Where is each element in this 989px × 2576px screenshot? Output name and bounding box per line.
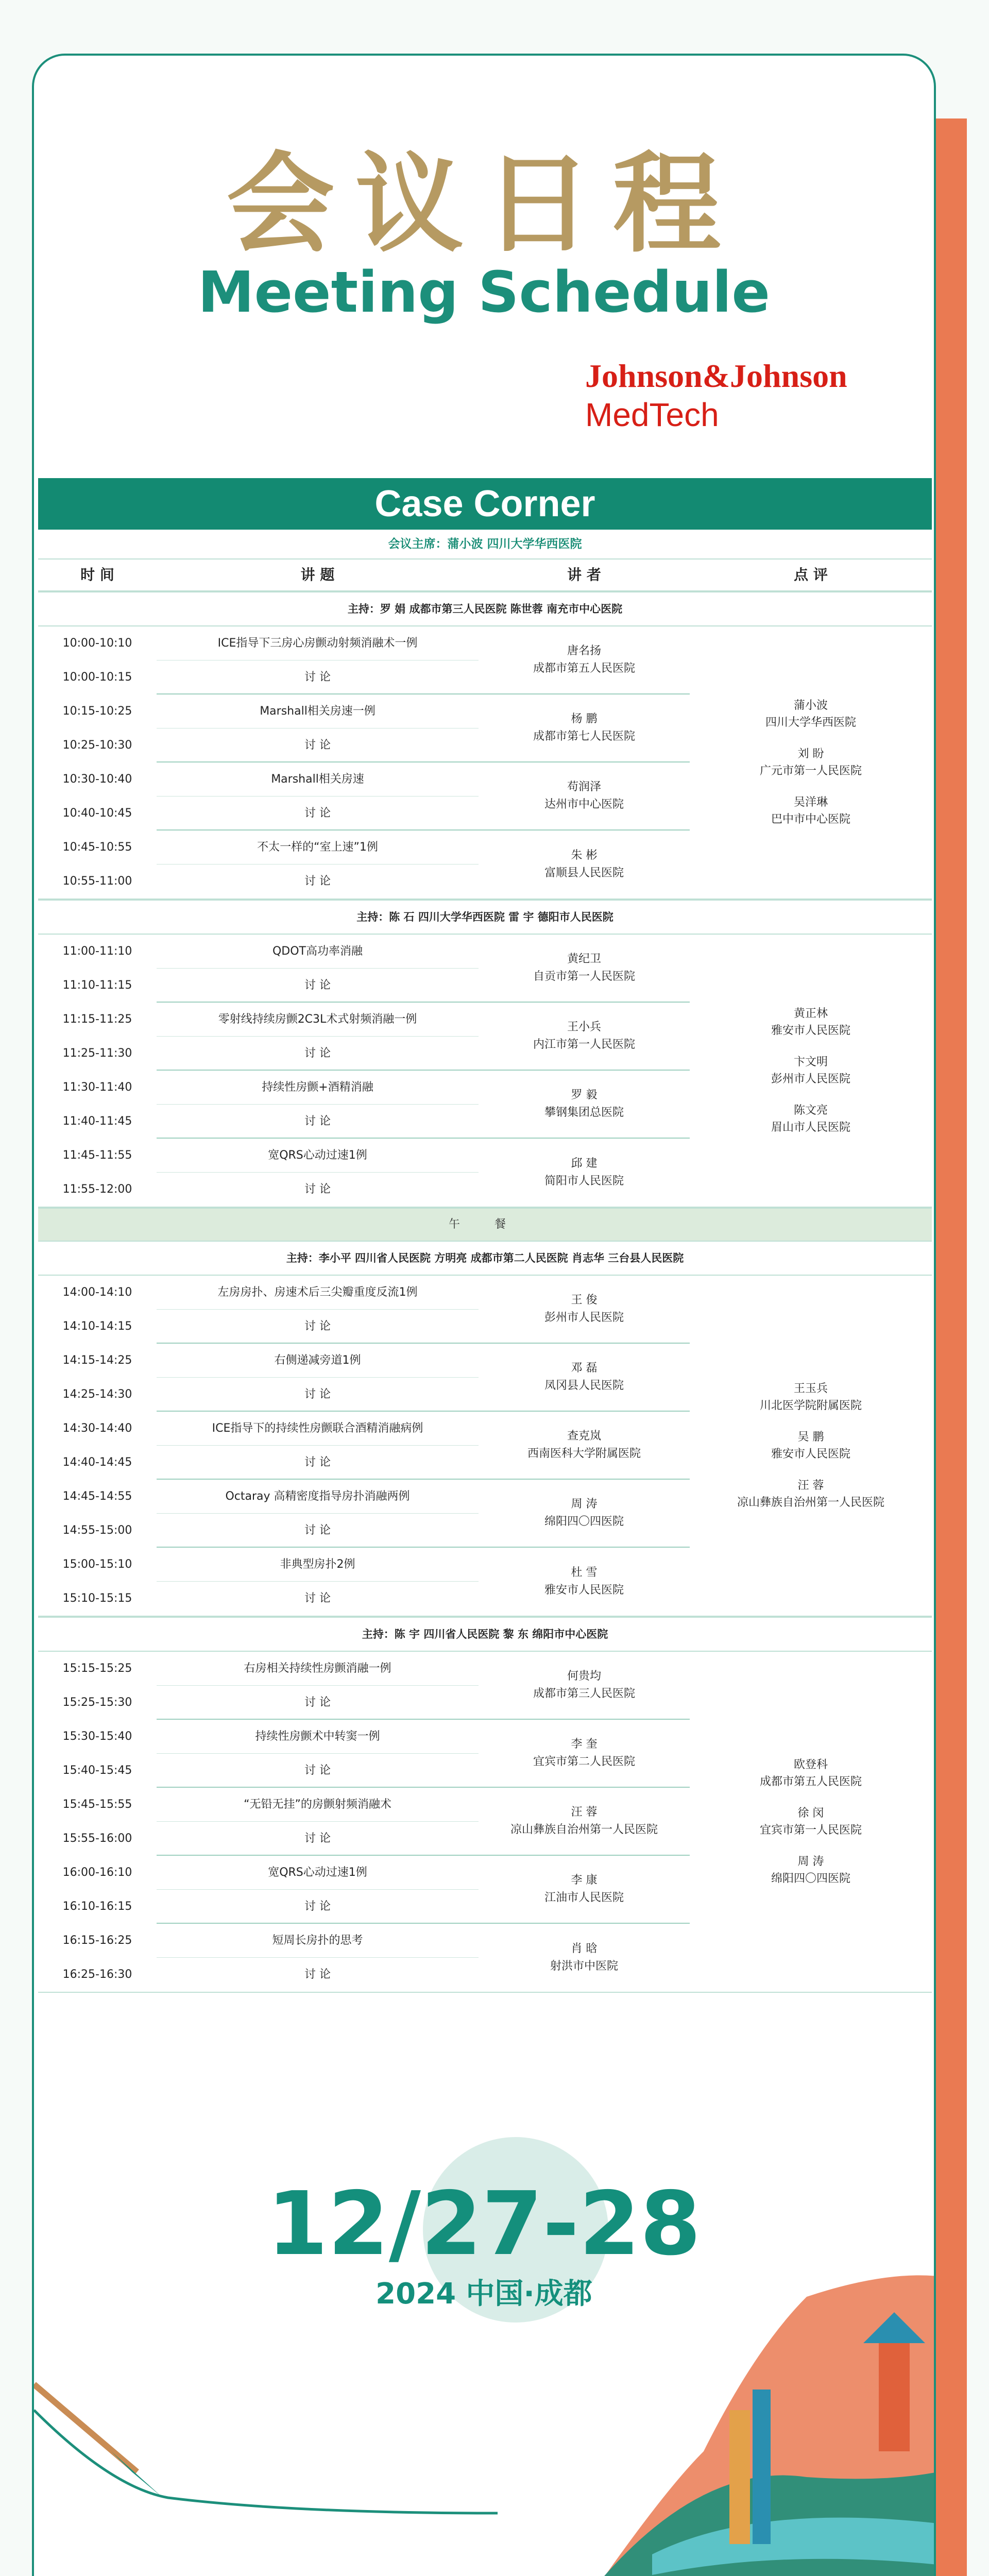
commentator-name: 汪 蓉 (797, 1479, 824, 1492)
row-time: 15:10-15:15 (62, 1592, 132, 1605)
header-topic: 讲 题 (300, 566, 335, 583)
commentator-entry (690, 1102, 932, 1136)
table-row (38, 1276, 479, 1310)
row-time: 10:15-10:25 (62, 705, 132, 718)
speaker-org: 成都市第五人民医院 (533, 662, 635, 675)
row-topic: 持续性房颤术中转窦一例 (157, 1720, 479, 1754)
commentator-org: 凉山彝族自治州第一人民医院 (737, 1496, 884, 1509)
session-block (38, 626, 932, 900)
row-time: 10:00-10:10 (62, 637, 132, 650)
row-topic: “无铅无挂”的房颤射频消融术 (157, 1788, 479, 1822)
speaker-cell (479, 1139, 690, 1207)
page-title-english: Meeting Schedule (197, 259, 770, 325)
speaker-name: 邱 建 (571, 1157, 598, 1170)
row-time: 14:40-14:45 (62, 1456, 132, 1469)
table-row (38, 831, 479, 865)
commentator-entry (690, 1005, 932, 1039)
header-comment: 点 评 (794, 566, 828, 583)
row-time: 16:10-16:15 (62, 1900, 132, 1913)
row-topic: 讨 论 (304, 1968, 331, 1981)
speaker-name: 何贵均 (567, 1670, 601, 1683)
commentator-name: 卞文明 (793, 1056, 828, 1069)
speaker-name: 罗 毅 (571, 1089, 598, 1101)
row-time: 11:40-11:45 (62, 1115, 132, 1128)
speaker-cell (479, 1548, 690, 1616)
table-row (38, 762, 479, 796)
speaker-name: 苟润泽 (567, 781, 601, 793)
landscape-illustration (34, 2142, 936, 2576)
commentator-entry (690, 1756, 932, 1790)
speaker-cell (479, 1788, 690, 1856)
table-row (38, 796, 479, 831)
commentator-org: 四川大学华西医院 (765, 716, 856, 729)
speaker-org: 攀钢集团总医院 (544, 1106, 624, 1119)
row-time: 11:15-11:25 (62, 1013, 132, 1026)
table-row (38, 1788, 479, 1822)
row-time: 11:00-11:10 (62, 945, 132, 958)
row-topic: 讨 论 (157, 1754, 479, 1788)
row-time: 15:45-15:55 (62, 1798, 132, 1811)
speaker-name: 王 俊 (571, 1294, 598, 1307)
session-speakers-column (479, 1276, 690, 1616)
row-topic: ICE指导下的持续性房颤联合酒精消融病例 (157, 1412, 479, 1446)
speaker-org: 富顺县人民医院 (544, 867, 624, 879)
table-row (38, 1480, 479, 1514)
event-year-location: 2024 中国·成都 (376, 2277, 592, 2311)
row-time: 11:30-11:40 (62, 1081, 132, 1094)
section-title: Case Corner (38, 478, 932, 530)
commentator-org: 广元市第一人民医院 (759, 765, 862, 777)
speaker-org: 西南医科大学附属医院 (527, 1447, 641, 1460)
commentator-entry (690, 1477, 932, 1511)
speaker-org: 凤冈县人民医院 (544, 1379, 624, 1392)
speaker-cell (479, 1412, 690, 1480)
speaker-org: 射洪市中医院 (550, 1960, 618, 1973)
commentator-entry (690, 794, 932, 828)
table-row (38, 660, 479, 694)
speaker-name: 查克岚 (567, 1430, 601, 1443)
commentator-entry (690, 1805, 932, 1839)
row-time: 14:25-14:30 (62, 1388, 132, 1401)
header-speaker: 讲 者 (567, 566, 601, 583)
speaker-org: 简阳市人民医院 (544, 1175, 624, 1188)
row-topic: 讨 论 (304, 875, 331, 888)
row-time: 14:55-15:00 (62, 1524, 132, 1537)
session-times-column (38, 1652, 479, 1992)
speaker-org: 成都市第三人民医院 (533, 1687, 635, 1700)
speaker-name: 肖 晗 (571, 1942, 598, 1955)
table-row (38, 1173, 479, 1207)
session-times-column (38, 1276, 479, 1616)
row-time: 14:30-14:40 (62, 1422, 132, 1435)
row-topic: 非典型房扑2例 (157, 1548, 479, 1582)
table-row (38, 1071, 479, 1105)
row-topic: 讨 论 (157, 1890, 479, 1924)
speaker-org: 绵阳四〇四医院 (544, 1515, 624, 1528)
commentator-name: 欧登科 (793, 1758, 828, 1771)
row-time: 10:00-10:15 (62, 671, 132, 684)
row-topic: ICE指导下三房心房颤动射频消融术一例 (157, 626, 479, 660)
session-host-row: 主持：李小平 四川省人民医院 方明亮 成都市第二人民医院 肖志华 三台县人民医院 (38, 1241, 932, 1276)
commentator-name: 徐 闵 (797, 1807, 824, 1820)
session-commentators-column (690, 1652, 932, 1992)
speaker-cell (479, 1344, 690, 1412)
commentator-org: 彭州市人民医院 (771, 1073, 850, 1086)
session-speakers-column (479, 626, 690, 899)
row-topic: 讨 论 (304, 1592, 331, 1605)
commentator-name: 王玉兵 (793, 1382, 828, 1395)
row-topic: QDOT高功率消融 (157, 935, 479, 969)
table-header (38, 560, 932, 591)
row-time: 10:25-10:30 (62, 739, 132, 752)
speaker-name: 黄纪卫 (567, 953, 601, 965)
row-time: 16:15-16:25 (62, 1934, 132, 1947)
commentator-name: 刘 盼 (797, 748, 824, 760)
commentator-entry (690, 1429, 932, 1463)
session-speakers-column (479, 935, 690, 1207)
row-time: 14:45-14:55 (62, 1490, 132, 1503)
row-topic: 讨 论 (157, 796, 479, 831)
commentator-org: 眉山市人民医院 (771, 1121, 850, 1134)
table-row (38, 1344, 479, 1378)
row-topic: Marshall相关房速一例 (157, 694, 479, 728)
session-speakers-column (479, 1652, 690, 1992)
table-row (38, 1003, 479, 1037)
row-time: 11:10-11:15 (62, 979, 132, 992)
brand-logo-line2: MedTech (585, 396, 719, 433)
session-times-column (38, 626, 479, 899)
row-time: 14:10-14:15 (62, 1320, 132, 1333)
speaker-cell (479, 762, 690, 831)
speaker-cell (479, 1071, 690, 1139)
speaker-name: 朱 彬 (571, 849, 598, 862)
event-date: 12/27-28 (267, 2173, 701, 2275)
commentator-entry (690, 1380, 932, 1414)
table-row (38, 1139, 479, 1173)
table-row (38, 1412, 479, 1446)
row-time: 11:25-11:30 (62, 1047, 132, 1060)
speaker-name: 汪 蓉 (571, 1806, 598, 1819)
commentator-name: 蒲小波 (793, 699, 828, 712)
row-time: 10:30-10:40 (62, 773, 132, 786)
table-row (38, 1446, 479, 1480)
row-topic: 讨 论 (157, 660, 479, 694)
row-topic: 讨 论 (157, 1105, 479, 1139)
table-row (38, 694, 479, 728)
table-row (38, 626, 479, 660)
speaker-cell (479, 1652, 690, 1720)
row-topic: 讨 论 (157, 1822, 479, 1856)
commentator-org: 宜宾市第一人民医院 (759, 1824, 862, 1837)
speaker-org: 雅安市人民医院 (544, 1584, 624, 1597)
brand-logo-line1: Johnson&Johnson (585, 358, 847, 394)
session-times-column (38, 935, 479, 1207)
row-topic: 零射线持续房颤2C3L术式射频消融一例 (157, 1003, 479, 1037)
header-time: 时 间 (80, 566, 114, 583)
commentator-org: 川北医学院附属医院 (759, 1399, 862, 1412)
row-time: 10:55-11:00 (62, 875, 132, 888)
speaker-name: 周 涛 (571, 1498, 598, 1511)
table-row (38, 1686, 479, 1720)
row-time: 15:25-15:30 (62, 1696, 132, 1709)
commentator-entry (690, 1853, 932, 1887)
speaker-name: 邓 磊 (571, 1362, 598, 1375)
row-time: 11:45-11:55 (62, 1149, 132, 1162)
row-topic: 不太一样的“室上速”1例 (157, 831, 479, 865)
table-row (38, 1310, 479, 1344)
commentator-name: 吴洋琳 (793, 796, 828, 809)
table-row (38, 1720, 479, 1754)
commentator-name: 周 涛 (797, 1855, 824, 1868)
table-row (38, 1037, 479, 1071)
session-block (38, 1276, 932, 1617)
page-title-chinese: 会议日程 (226, 140, 742, 267)
row-time: 16:25-16:30 (62, 1968, 132, 1981)
table-row (38, 1924, 479, 1958)
row-topic: 宽QRS心动过速1例 (157, 1856, 479, 1890)
row-time: 15:30-15:40 (62, 1730, 132, 1743)
speaker-name: 杜 雪 (571, 1566, 598, 1579)
commentator-entry (690, 745, 932, 779)
table-row (38, 1378, 479, 1412)
row-topic: 右房相关持续性房颤消融一例 (157, 1652, 479, 1686)
row-topic: 讨 论 (304, 1183, 331, 1196)
speaker-org: 内江市第一人民医院 (533, 1038, 635, 1051)
speaker-cell (479, 935, 690, 1003)
speaker-cell (479, 1856, 690, 1924)
table-row (38, 1548, 479, 1582)
session-commentators-column (690, 626, 932, 899)
row-topic: 讨 论 (157, 969, 479, 1003)
table-row (38, 969, 479, 1003)
speaker-org: 江油市人民医院 (544, 1891, 624, 1904)
row-topic: Marshall相关房速 (157, 762, 479, 796)
row-time: 14:00-14:10 (62, 1286, 132, 1299)
table-row (38, 1754, 479, 1788)
table-row (38, 1652, 479, 1686)
table-row (38, 1105, 479, 1139)
row-time: 15:55-16:00 (62, 1832, 132, 1845)
session-commentators-column (690, 1276, 932, 1616)
row-topic: 讨 论 (157, 1037, 479, 1071)
table-row (38, 935, 479, 969)
commentator-org: 成都市第五人民医院 (759, 1775, 862, 1788)
row-topic: 右侧递减旁道1例 (157, 1344, 479, 1378)
chair-line: 会议主席：蒲小波 四川大学华西医院 (38, 530, 932, 560)
sessions-container (38, 591, 932, 1993)
speaker-org: 凉山彝族自治州第一人民医院 (510, 1823, 658, 1836)
table-row (38, 1822, 479, 1856)
row-time: 15:40-15:45 (62, 1764, 132, 1777)
speaker-cell (479, 1003, 690, 1071)
speaker-cell (479, 1480, 690, 1548)
table-row (38, 728, 479, 762)
commentator-name: 陈文亮 (793, 1104, 828, 1117)
row-topic: 左房房扑、房速术后三尖瓣重度反流1例 (157, 1276, 479, 1310)
row-topic: 持续性房颤+酒精消融 (157, 1071, 479, 1105)
row-topic: 讨 论 (157, 1446, 479, 1480)
commentator-name: 吴 鹏 (797, 1431, 824, 1444)
speaker-cell (479, 694, 690, 762)
speaker-cell (479, 1276, 690, 1344)
speaker-cell (479, 1720, 690, 1788)
speaker-cell (479, 1924, 690, 1992)
table-row (38, 1890, 479, 1924)
speaker-org: 成都市第七人民医院 (533, 730, 635, 743)
row-time: 10:40-10:45 (62, 807, 132, 820)
session-host-row: 主持：罗 娟 成都市第三人民医院 陈世蓉 南充市中心医院 (38, 591, 932, 626)
speaker-name: 李 奎 (571, 1738, 598, 1751)
schedule-card (32, 54, 936, 2576)
session-host-row: 主持：陈 石 四川大学华西医院 雷 宇 德阳市人民医院 (38, 900, 932, 935)
row-topic: 宽QRS心动过速1例 (157, 1139, 479, 1173)
commentator-entry (690, 1054, 932, 1088)
row-topic: 讨 论 (157, 1514, 479, 1548)
table-row (38, 1514, 479, 1548)
row-time: 15:00-15:10 (62, 1558, 132, 1571)
table-row (38, 865, 479, 899)
speaker-org: 彭州市人民医院 (544, 1311, 624, 1324)
speaker-cell (479, 831, 690, 899)
speaker-cell (479, 626, 690, 694)
commentator-org: 巴中市中心医院 (771, 813, 850, 826)
lunch-break-row: 午 餐 (38, 1208, 932, 1241)
schedule-table (38, 478, 932, 1993)
table-row (38, 1582, 479, 1616)
speaker-name: 杨 鹏 (571, 713, 598, 725)
commentator-name: 黄正林 (793, 1007, 828, 1020)
session-block (38, 935, 932, 1208)
row-topic: 讨 论 (157, 1310, 479, 1344)
session-block (38, 1652, 932, 1993)
table-row (38, 1958, 479, 1992)
row-time: 11:55-12:00 (62, 1183, 132, 1196)
row-topic: Octaray 高精密度指导房扑消融两例 (157, 1480, 479, 1514)
row-topic: 讨 论 (157, 728, 479, 762)
commentator-entry (690, 697, 932, 731)
commentator-org: 雅安市人民医院 (771, 1448, 850, 1461)
commentator-org: 雅安市人民医院 (771, 1024, 850, 1037)
row-time: 10:45-10:55 (62, 841, 132, 854)
speaker-name: 李 康 (571, 1874, 598, 1887)
row-topic: 讨 论 (157, 1686, 479, 1720)
table-row (38, 1856, 479, 1890)
speaker-org: 自贡市第一人民医院 (533, 970, 635, 983)
session-host-row: 主持：陈 宇 四川省人民医院 黎 东 绵阳市中心医院 (38, 1617, 932, 1652)
speaker-org: 宜宾市第二人民医院 (533, 1755, 635, 1768)
speaker-org: 达州市中心医院 (544, 798, 624, 811)
commentator-org: 绵阳四〇四医院 (771, 1872, 850, 1885)
row-topic: 讨 论 (157, 1378, 479, 1412)
row-time: 14:15-14:25 (62, 1354, 132, 1367)
row-topic: 短周长房扑的思考 (157, 1924, 479, 1958)
session-commentators-column (690, 935, 932, 1207)
speaker-name: 唐名扬 (567, 645, 601, 657)
row-time: 16:00-16:10 (62, 1866, 132, 1879)
row-time: 15:15-15:25 (62, 1662, 132, 1675)
speaker-name: 王小兵 (567, 1021, 601, 1033)
